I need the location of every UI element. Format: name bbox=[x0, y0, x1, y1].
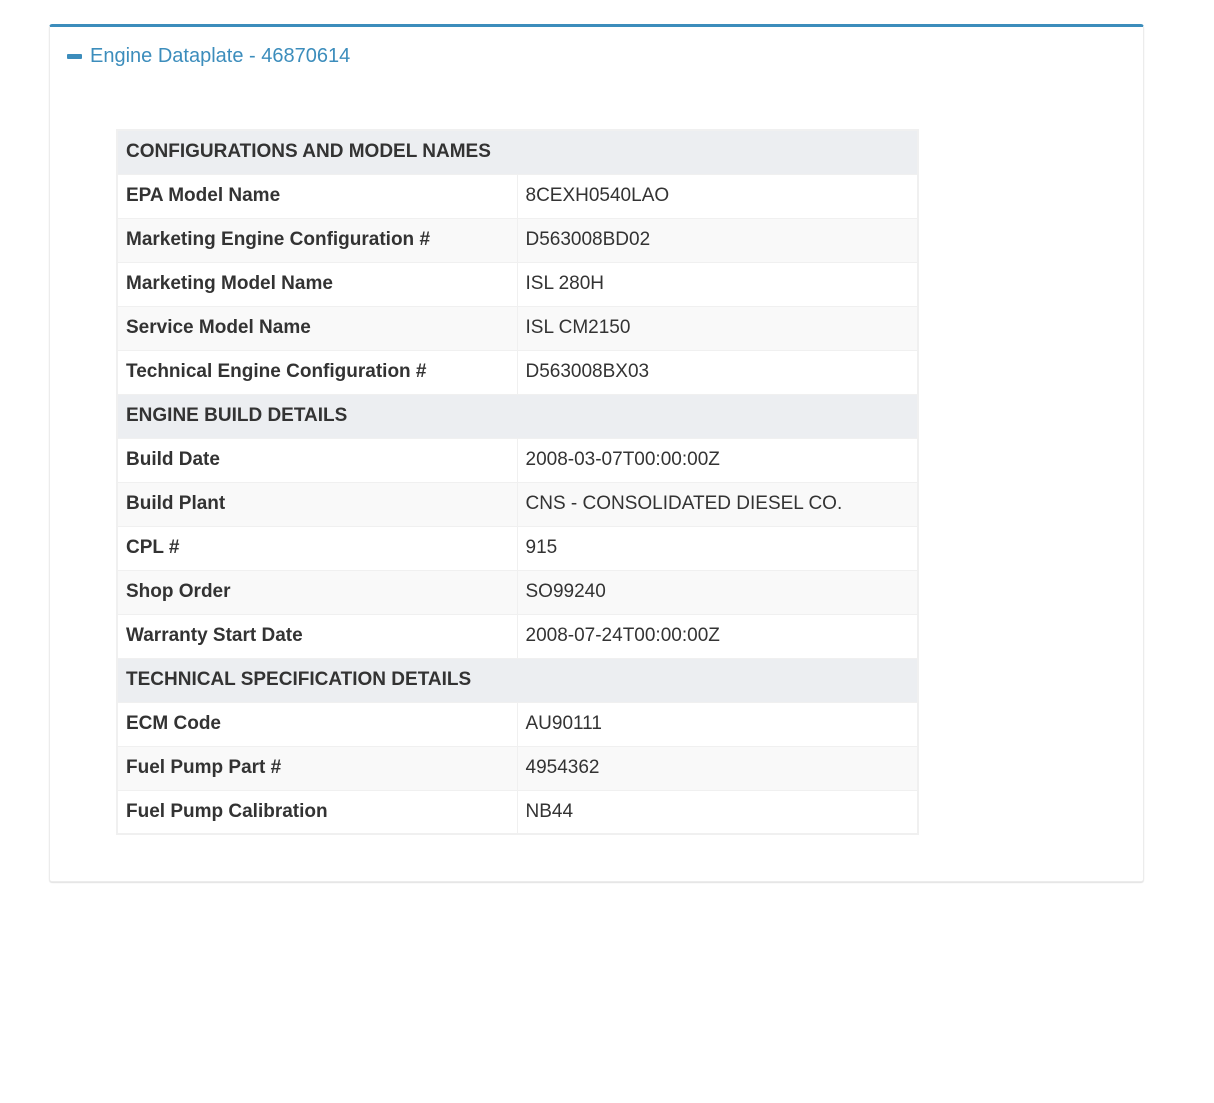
row-value: ISL 280H bbox=[517, 262, 918, 306]
row-label: Marketing Model Name bbox=[117, 262, 517, 306]
section-heading: CONFIGURATIONS AND MODEL NAMES bbox=[117, 130, 918, 174]
table-row bbox=[117, 746, 918, 790]
row-label: Service Model Name bbox=[117, 306, 517, 350]
row-label: Build Plant bbox=[117, 482, 517, 526]
panel-collapse-toggle[interactable] bbox=[67, 45, 350, 68]
table-row bbox=[117, 570, 918, 614]
row-label: ECM Code bbox=[117, 702, 517, 746]
table-row bbox=[117, 438, 918, 482]
row-value: D563008BX03 bbox=[517, 350, 918, 394]
table-row bbox=[117, 482, 918, 526]
row-value: CNS - CONSOLIDATED DIESEL CO. bbox=[517, 482, 918, 526]
row-value: 2008-07-24T00:00:00Z bbox=[517, 614, 918, 658]
row-label: Fuel Pump Part # bbox=[117, 746, 517, 790]
row-value: 2008-03-07T00:00:00Z bbox=[517, 438, 918, 482]
row-label: Warranty Start Date bbox=[117, 614, 517, 658]
row-value: 4954362 bbox=[517, 746, 918, 790]
row-value: 915 bbox=[517, 526, 918, 570]
row-label: Marketing Engine Configuration # bbox=[117, 218, 517, 262]
row-label: Fuel Pump Calibration bbox=[117, 790, 517, 834]
row-value: NB44 bbox=[517, 790, 918, 834]
row-label: CPL # bbox=[117, 526, 517, 570]
row-value: D563008BD02 bbox=[517, 218, 918, 262]
engine-dataplate-panel bbox=[49, 24, 1144, 882]
section-header-row bbox=[117, 394, 918, 438]
row-value: AU90111 bbox=[517, 702, 918, 746]
row-value: SO99240 bbox=[517, 570, 918, 614]
table-row bbox=[117, 174, 918, 218]
table-row bbox=[117, 614, 918, 658]
section-header-row bbox=[117, 658, 918, 702]
dataplate-table bbox=[116, 129, 919, 835]
section-heading: ENGINE BUILD DETAILS bbox=[117, 394, 918, 438]
table-row bbox=[117, 262, 918, 306]
row-label: Technical Engine Configuration # bbox=[117, 350, 517, 394]
row-label: Shop Order bbox=[117, 570, 517, 614]
row-label: EPA Model Name bbox=[117, 174, 517, 218]
table-row bbox=[117, 350, 918, 394]
table-row bbox=[117, 306, 918, 350]
row-value: ISL CM2150 bbox=[517, 306, 918, 350]
section-heading: TECHNICAL SPECIFICATION DETAILS bbox=[117, 658, 918, 702]
panel-title[interactable]: Engine Dataplate - 46870614 bbox=[90, 45, 351, 67]
table-row bbox=[117, 218, 918, 262]
row-value: 8CEXH0540LAO bbox=[517, 174, 918, 218]
table-row bbox=[117, 526, 918, 570]
section-header-row bbox=[117, 130, 918, 174]
table-row bbox=[117, 790, 918, 834]
table-row bbox=[117, 702, 918, 746]
minus-icon[interactable] bbox=[67, 54, 82, 59]
row-label: Build Date bbox=[117, 438, 517, 482]
